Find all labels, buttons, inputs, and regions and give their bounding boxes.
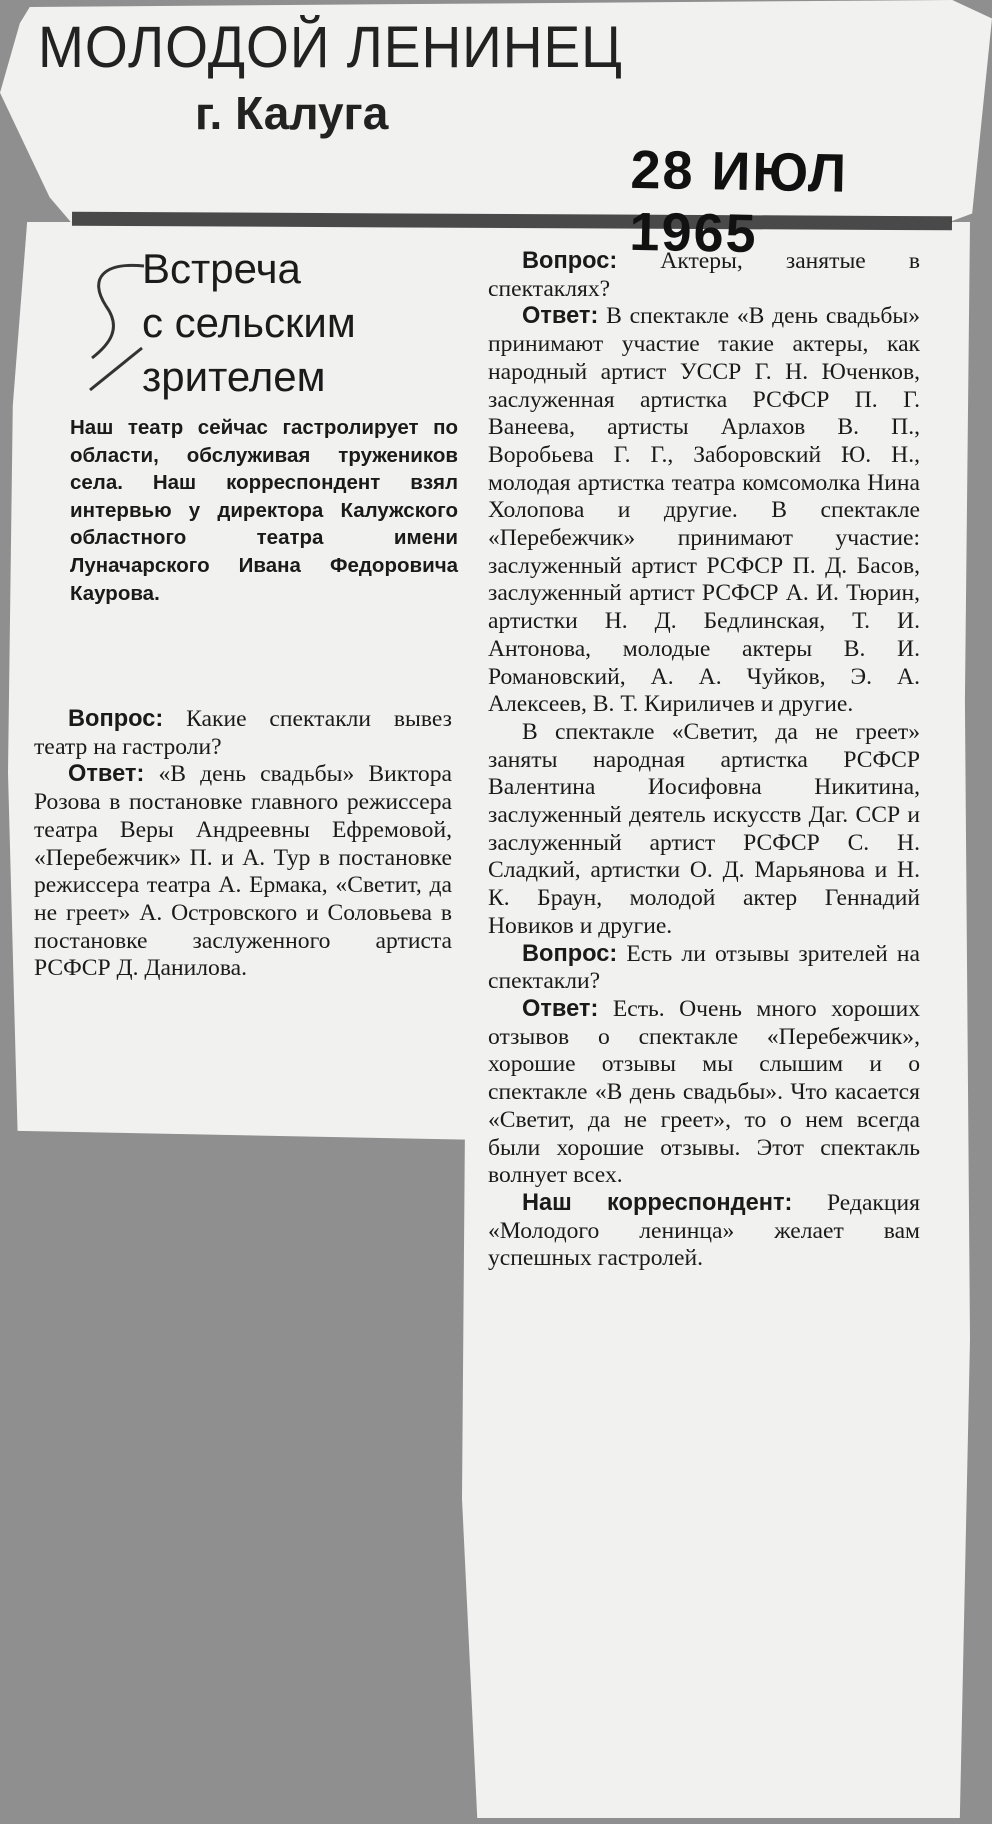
question-label: Вопрос: (522, 248, 618, 274)
question-label: Вопрос: (522, 940, 618, 967)
paragraph-text: Актеры, занятые в спектаклях? (488, 248, 920, 302)
paragraph (34, 706, 452, 761)
date-stamp: 28 ИЮЛ 1965 (628, 139, 849, 265)
question-label: Вопрос: (68, 706, 164, 732)
headline-line: с сельским (142, 299, 356, 346)
paragraph (34, 761, 452, 983)
paragraph (488, 719, 920, 941)
paragraph-text: «В день свадьбы» Виктора Розова в постановке главного режиссера театра Веры Андреевны Ефремовой, «Перебежчик» П. и А. Тур в постановке режиссера театра А. Ермака, «Светит, да не греет» А. Островского и Соловьева в постановке заслуженного артиста РСФСР Д. Данилова. (34, 761, 452, 982)
answer-label: Ответ: (68, 761, 145, 788)
lead-paragraph: Наш театр сейчас гастролирует по области, обслуживая тружеников села. Наш корреспондент взял интервью у директора Калужского областного театра имени Луначарского Ивана Федоровича Каурова. (70, 416, 458, 605)
paragraph-text: Есть. Очень много хороших отзывов о спектакле «Перебежчик», хорошие отзывы мы слышим и о спектакле «В день свадьбы». Что касается «Светит, да не греет», то о нем всегда были хорошие отзывы. Этот спектакль волнует всех. (488, 995, 920, 1189)
headline-line: Встреча (142, 245, 301, 292)
right-column (488, 248, 920, 1273)
newspaper-city: г. Калуга (195, 87, 389, 139)
headline (142, 242, 462, 404)
paragraph (488, 1190, 920, 1273)
paragraph (488, 996, 920, 1190)
paragraph (488, 941, 920, 996)
answer-label: Ответ: (522, 995, 599, 1022)
left-column (34, 706, 452, 983)
paragraph-text: Какие спектакли вывез театр на гастроли? (34, 706, 452, 760)
paragraph-text: В спектакле «Светит, да не греет» заняты народная артистка РСФСР Валентина Иосифовна Никитина, заслуженный деятель искусств Даг. ССР и заслуженный артист РСФСР С. Н. Сладкий, артистки О. Д. Марьянова и Н. К. Браун, молодой актер Геннадий Новиков и другие. (488, 718, 920, 939)
paragraph-text: В спектакле «В день свадьбы» принимают участие такие актеры, как народный артист УССР Г. Н. Юченков, заслуженная артистка РСФСР П. Г. Ванеева, артисты Арлахов В. П., Воробьева Г. Г., Заборовский Ю. Н., молодая артистка театра комсомолка Нина Холопова и другие. В спектакле «Перебежчик» принимают участие: заслуженный артист РСФСР П. Д. Басов, заслуженный артист РСФСР А. И. Тюрин, артистки Н. Д. Бедлинская, Т. И. Антонова, молодые актеры В. И. Романовский, А. А. Чуйков, Э. А. Алексеев, В. Т. Кириличев и другие. (488, 303, 921, 718)
paragraph-text: Редакция «Молодого ленинца» желает вам успешных гастролей. (488, 1189, 920, 1272)
headline-line: зрителем (142, 353, 326, 400)
newspaper-name: МОЛОДОЙ ЛЕНИНЕЦ (38, 15, 623, 80)
answer-label: Ответ: (522, 303, 599, 330)
correspondent-label: Наш корреспондент: (522, 1189, 793, 1216)
paragraph-text: Есть ли отзывы зрителей на спектакли? (488, 940, 920, 995)
paragraph (488, 303, 920, 719)
paragraph (488, 248, 920, 303)
